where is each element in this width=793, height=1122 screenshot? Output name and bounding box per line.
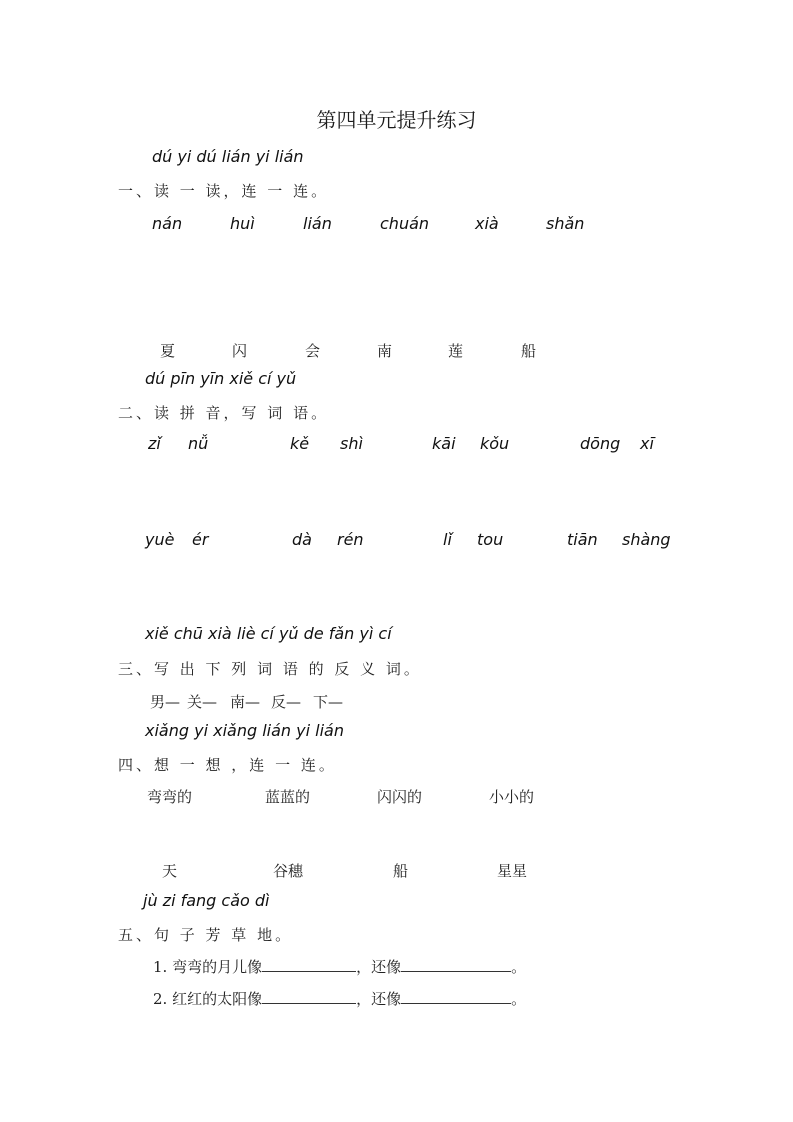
page-title: 第四单元提升练习 (316, 108, 477, 132)
section-5-heading: 五、句 子 芳 草 地。 (118, 926, 294, 944)
sentence-2 (153, 988, 526, 1009)
sentence-1-prefix: 1. 弯弯的月儿像 (153, 958, 263, 976)
sentence-2-blank-1[interactable] (262, 989, 356, 1004)
adjective-item: 弯弯的 (147, 788, 193, 806)
pinyin-word-a: kāi (432, 434, 456, 453)
pinyin-word-a: kě (290, 434, 310, 453)
pinyin-word-b: nǚ (188, 434, 209, 453)
section-2-heading: 二、读 拼 音，写 词 语。 (118, 404, 330, 422)
section-2-pinyin-heading: dú pīn yīn xiě cí yǔ (145, 369, 297, 388)
pinyin-word-a: lǐ (443, 530, 452, 549)
pinyin-item: lián (303, 214, 332, 233)
sentence-1-middle: ，还像 (356, 958, 402, 976)
pinyin-word-b: rén (337, 530, 364, 549)
section-4-heading: 四、想 一 想 ，连 一 连。 (118, 756, 337, 774)
adjective-item: 小小的 (489, 788, 535, 806)
noun-item: 船 (393, 862, 409, 880)
hanzi-item: 夏 (160, 342, 176, 360)
pinyin-word-b: kǒu (480, 434, 510, 453)
antonym-item: 男— (150, 693, 181, 711)
sentence-2-middle: ，还像 (356, 990, 402, 1008)
sentence-2-end: 。 (511, 990, 527, 1008)
pinyin-item: shǎn (546, 214, 585, 233)
section-5-pinyin-heading: jù zi fang cǎo dì (143, 891, 270, 910)
pinyin-word-b: ér (192, 530, 209, 549)
antonym-item: 下— (313, 693, 344, 711)
hanzi-item: 船 (521, 342, 537, 360)
sentence-1-end: 。 (511, 958, 527, 976)
sentence-1-blank-2[interactable] (401, 957, 511, 972)
pinyin-word-a: yuè (145, 530, 175, 549)
section-1-heading: 一、读 一 读，连 一 连。 (118, 182, 330, 200)
sentence-1 (153, 956, 526, 977)
antonym-item: 南— (230, 693, 261, 711)
pinyin-word-b: shàng (622, 530, 671, 549)
pinyin-word-a: zǐ (148, 434, 161, 453)
hanzi-item: 莲 (448, 342, 464, 360)
pinyin-item: xià (475, 214, 499, 233)
hanzi-item: 南 (377, 342, 393, 360)
sentence-2-blank-2[interactable] (401, 989, 511, 1004)
pinyin-item: nán (152, 214, 183, 233)
pinyin-item: chuán (380, 214, 430, 233)
section-1-pinyin-heading: dú yi dú lián yi lián (152, 147, 304, 166)
hanzi-item: 闪 (232, 342, 248, 360)
pinyin-word-a: tiān (567, 530, 598, 549)
antonym-item: 关— (187, 693, 218, 711)
pinyin-word-a: dà (292, 530, 312, 549)
antonym-item: 反— (271, 693, 302, 711)
sentence-1-blank-1[interactable] (262, 957, 356, 972)
hanzi-item: 会 (305, 342, 321, 360)
section-3-heading: 三、写 出 下 列 词 语 的 反 义 词。 (118, 660, 422, 678)
section-3-pinyin-heading: xiě chū xià liè cí yǔ de fǎn yì cí (145, 624, 392, 643)
pinyin-word-b: tou (477, 530, 504, 549)
pinyin-word-b: xī (640, 434, 654, 453)
noun-item: 谷穗 (273, 862, 304, 880)
adjective-item: 蓝蓝的 (265, 788, 311, 806)
sentence-2-prefix: 2. 红红的太阳像 (153, 990, 263, 1008)
adjective-item: 闪闪的 (377, 788, 423, 806)
noun-item: 星星 (497, 862, 528, 880)
noun-item: 天 (162, 862, 178, 880)
pinyin-item: huì (230, 214, 255, 233)
pinyin-word-b: shì (340, 434, 363, 453)
section-4-pinyin-heading: xiǎng yi xiǎng lián yi lián (145, 721, 344, 740)
pinyin-word-a: dōng (580, 434, 621, 453)
